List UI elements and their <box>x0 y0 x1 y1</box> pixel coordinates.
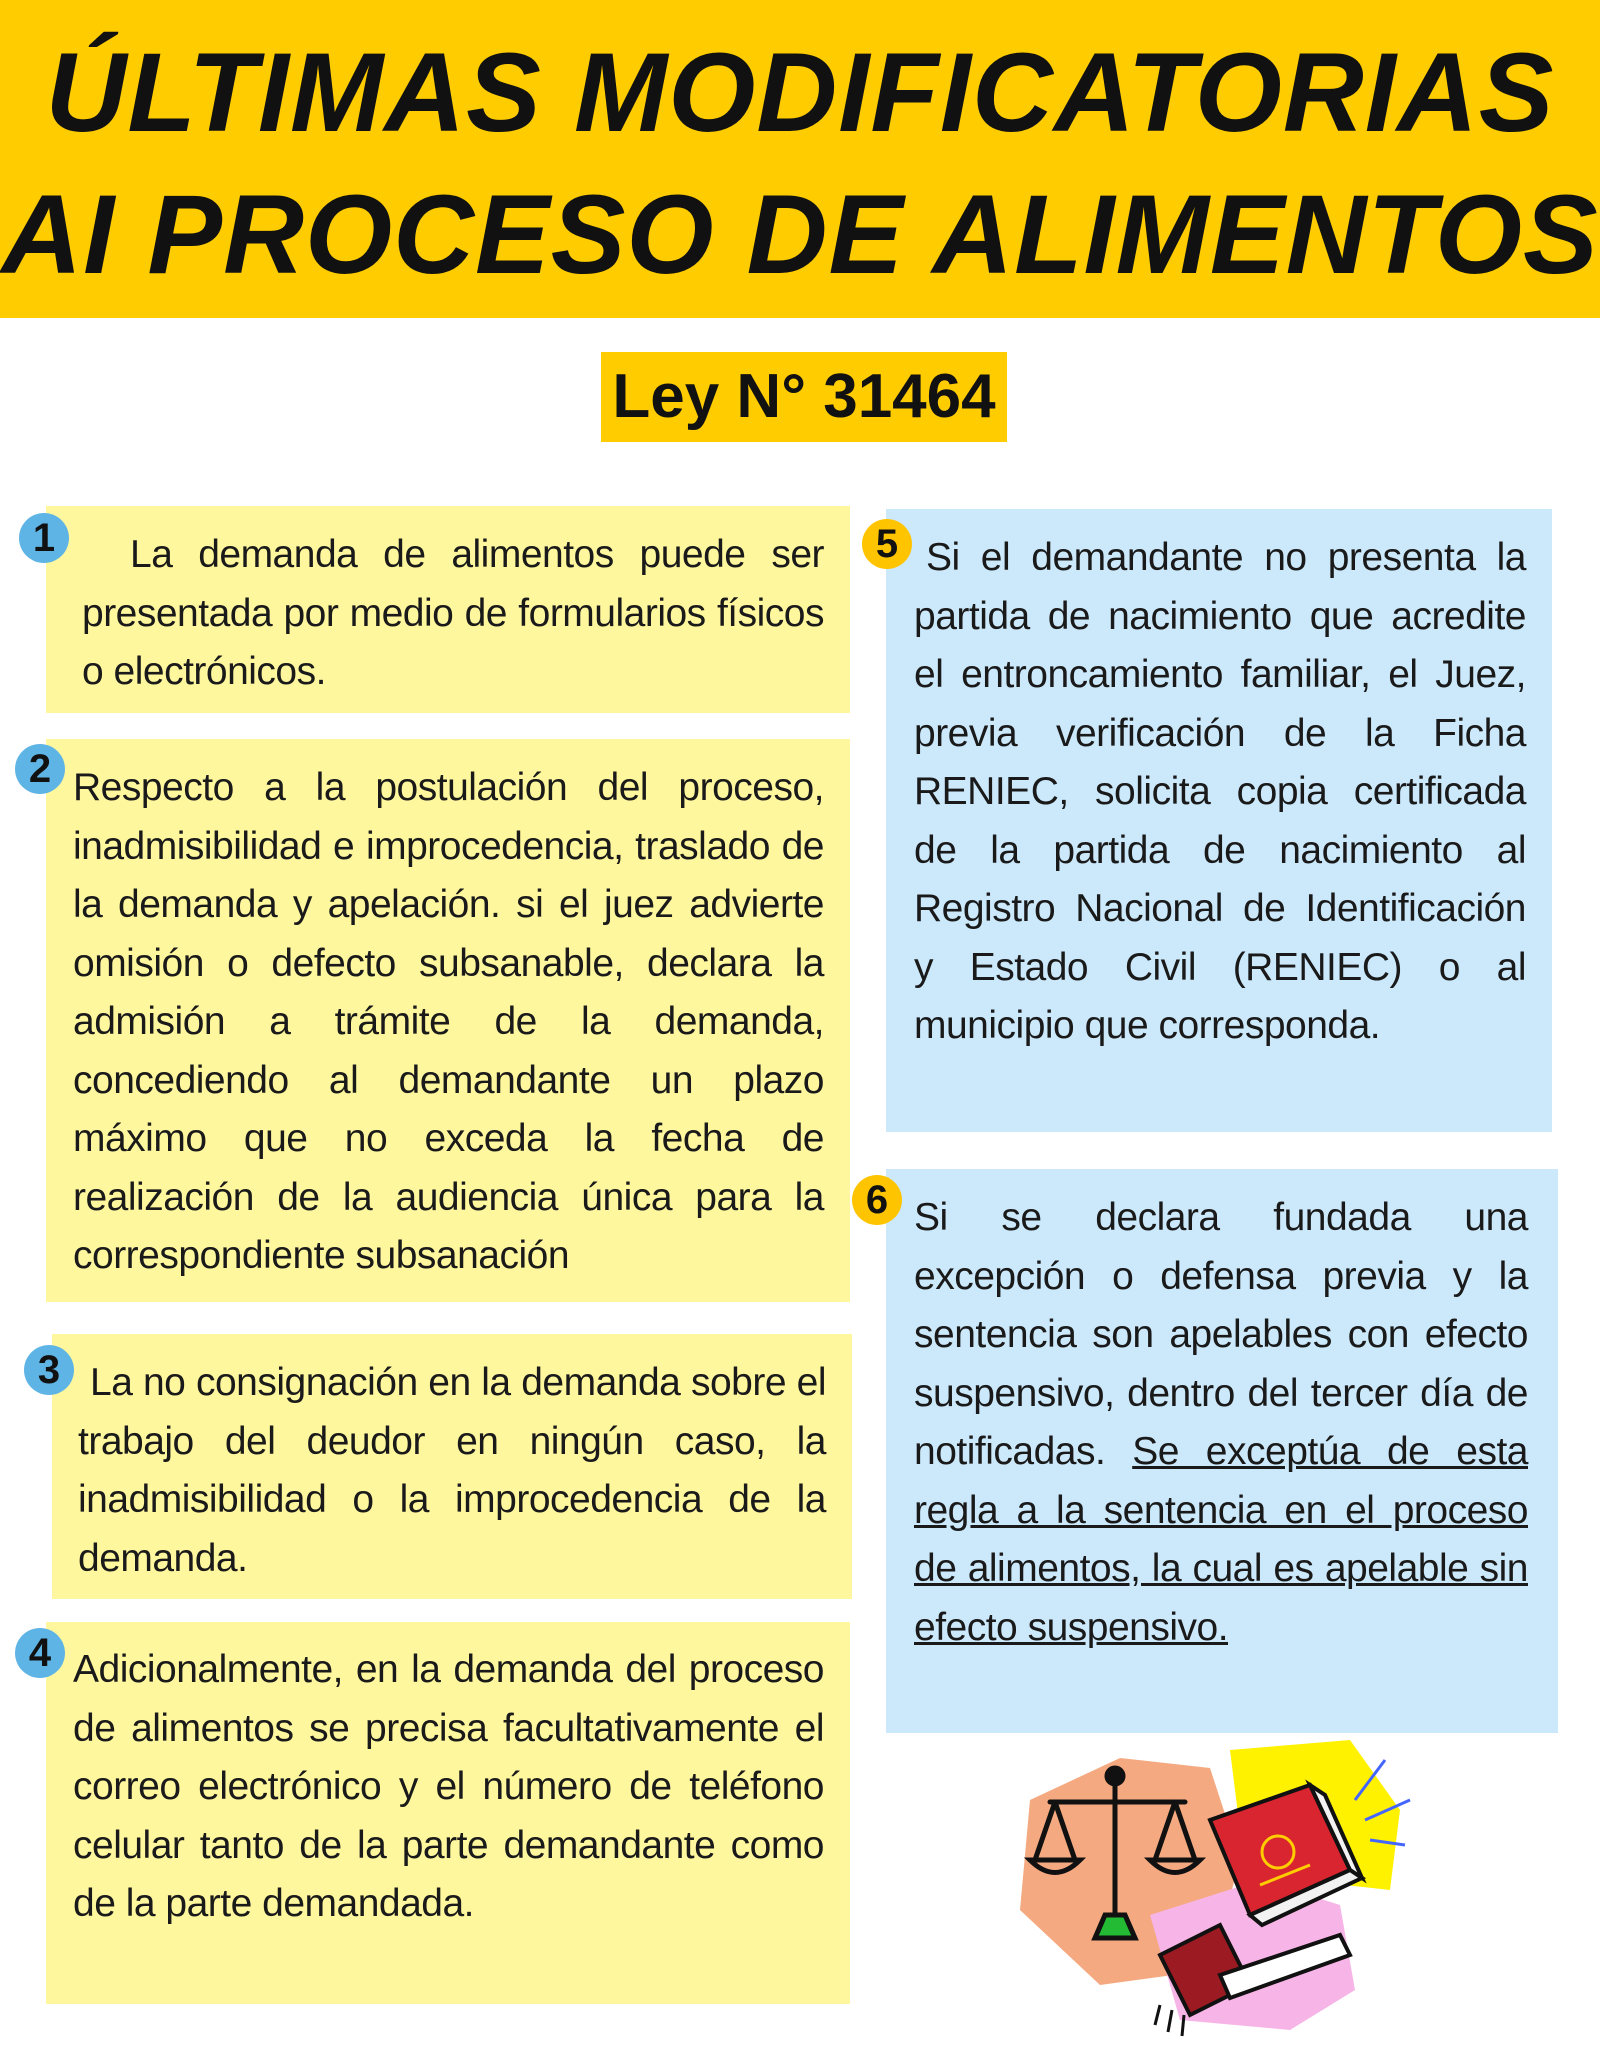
law-label: Ley N° 31464 <box>601 352 1007 442</box>
item-number-badge-1: 1 <box>19 513 69 563</box>
item-text: Si se declara fundada una excepción o defensa previa y la sentencia son apelables con efecto suspensivo, dentro del tercer día de notificadas. <box>914 1196 1528 1473</box>
item-text: Respecto a la postulación del proceso, inadmisibilidad e improcedencia, traslado de la demanda y apelación. si el juez advierte omisión o defecto subsanable, declara la admisión a trámite de la demanda, concediendo al demandante un plazo máximo que no exceda la fecha de realización de la audiencia única para la correspondiente subsanación <box>73 766 824 1277</box>
item-text: La no consignación en la demanda sobre el trabajo del deudor en ningún caso, la inadmisibilidad o la improcedencia de la demanda. <box>78 1361 826 1580</box>
title-line-1: ÚLTIMAS MODIFICATORIAS <box>45 30 1555 155</box>
item-text-underlined: Se exceptúa de esta regla a la sentencia en el proceso de alimentos, la cual es apelable sin efecto suspensivo. <box>914 1430 1528 1649</box>
item-card-3 <box>52 1334 852 1599</box>
item-number-badge-5: 5 <box>862 519 912 569</box>
item-number-badge-3: 3 <box>24 1345 74 1395</box>
item-card-2 <box>46 739 850 1302</box>
item-card-5 <box>886 509 1552 1132</box>
page-title <box>0 22 1600 306</box>
title-line-2: AI PROCESO DE ALIMENTOS <box>1 172 1599 297</box>
justice-illustration <box>1010 1740 1430 2040</box>
item-number-badge-4: 4 <box>15 1628 65 1678</box>
item-text: Si el demandante no presenta la partida de nacimiento que acredite el entroncamiento familiar, el Juez, previa verificación de la Ficha RENIEC, solicita copia certificada de la partida de nacimiento al Registro Nacional de Identificación y Estado Civil (RENIEC) o al municipio que corresponda. <box>914 536 1526 1047</box>
title-banner <box>0 0 1600 318</box>
item-number-badge-6: 6 <box>852 1175 902 1225</box>
item-card-4 <box>46 1622 850 2004</box>
item-number-badge-2: 2 <box>15 744 65 794</box>
item-card-1 <box>46 506 850 713</box>
item-card-6 <box>886 1169 1558 1733</box>
item-text: Adicionalmente, en la demanda del proceso de alimentos se precisa facultativamente el correo electrónico y el número de teléfono celular tanto de la parte demandante como de la parte demandada. <box>73 1648 824 1925</box>
item-text: La demanda de alimentos puede ser presentada por medio de formularios físicos o electrónicos. <box>82 533 824 693</box>
